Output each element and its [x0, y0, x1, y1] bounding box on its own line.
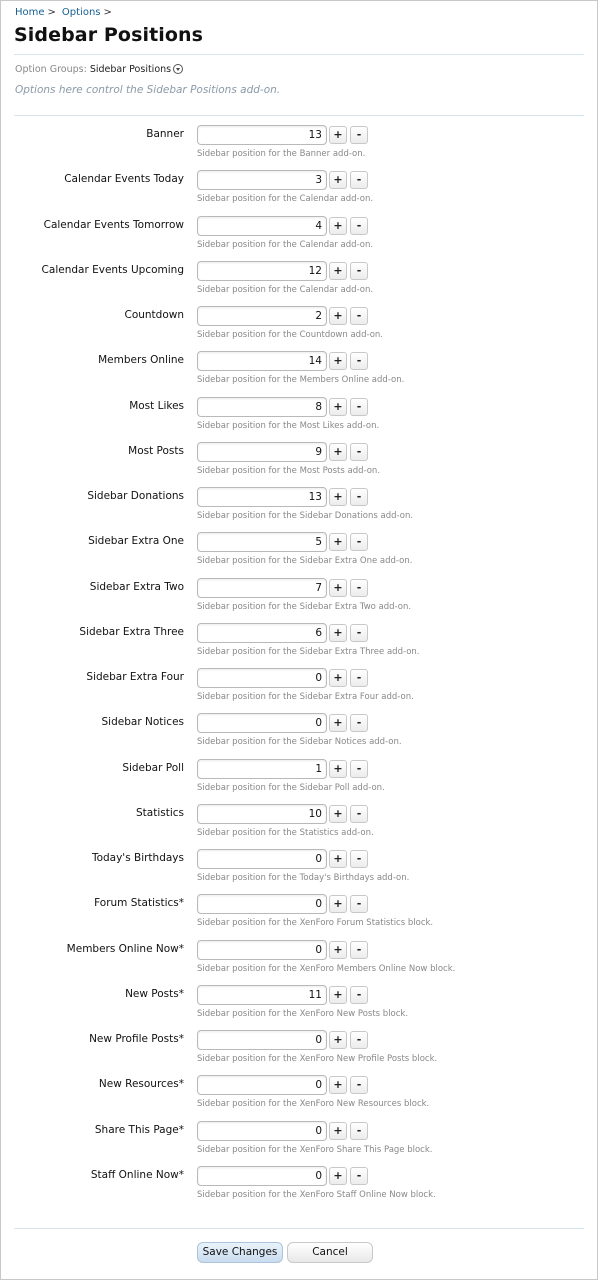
option-label: Share This Page* [94, 1124, 184, 1136]
position-input[interactable]: 14 [197, 351, 327, 371]
decrement-button[interactable]: - [350, 262, 368, 280]
option-hint: Sidebar position for the Sidebar Extra Three add-on. [197, 647, 420, 657]
decrement-button[interactable]: - [350, 760, 368, 778]
option-hint: Sidebar position for the Countdown add-on. [197, 330, 383, 340]
position-input[interactable]: 0 [197, 1121, 327, 1141]
position-input[interactable]: 10 [197, 804, 327, 824]
option-hint: Sidebar position for the Sidebar Extra One add-on. [197, 556, 413, 566]
option-row [0, 804, 598, 849]
option-groups-value[interactable]: Sidebar Positions [89, 64, 172, 75]
increment-button[interactable]: + [329, 1167, 347, 1185]
option-hint: Sidebar position for the XenForo New Profile Posts block. [197, 1054, 438, 1064]
position-input[interactable]: 4 [197, 216, 327, 236]
decrement-button[interactable]: - [350, 307, 368, 325]
increment-button[interactable]: + [329, 352, 347, 370]
position-input[interactable]: 0 [197, 668, 327, 688]
divider [14, 115, 584, 116]
decrement-button[interactable]: - [350, 669, 368, 687]
option-hint: Sidebar position for the Sidebar Poll add-on. [197, 783, 385, 793]
option-hint: Sidebar position for the Sidebar Extra Two add-on. [197, 602, 412, 612]
increment-button[interactable]: + [329, 760, 347, 778]
divider [14, 54, 584, 55]
cancel-button[interactable]: Cancel [287, 1242, 373, 1263]
option-hint: Sidebar position for the Sidebar Notices add-on. [197, 737, 402, 747]
breadcrumb [15, 7, 118, 18]
option-label: Statistics [136, 807, 184, 819]
increment-button[interactable]: + [329, 217, 347, 235]
decrement-button[interactable]: - [350, 579, 368, 597]
option-hint: Sidebar position for the Statistics add-on. [197, 828, 374, 838]
decrement-button[interactable]: - [350, 126, 368, 144]
position-input[interactable]: 5 [197, 532, 327, 552]
increment-button[interactable]: + [329, 488, 347, 506]
option-hint: Sidebar position for the XenForo Members Online Now block. [197, 964, 456, 974]
position-input[interactable]: 0 [197, 1075, 327, 1095]
decrement-button[interactable]: - [350, 1031, 368, 1049]
decrement-button[interactable]: - [350, 171, 368, 189]
position-input[interactable]: 7 [197, 578, 327, 598]
option-label: Sidebar Extra Two [89, 581, 184, 593]
position-input[interactable]: 13 [197, 487, 327, 507]
decrement-button[interactable]: - [350, 805, 368, 823]
decrement-button[interactable]: - [350, 941, 368, 959]
option-label: Today's Birthdays [91, 852, 184, 864]
position-input[interactable]: 3 [197, 170, 327, 190]
option-row [0, 849, 598, 894]
position-input[interactable]: 13 [197, 125, 327, 145]
option-label: Calendar Events Upcoming [41, 264, 184, 276]
increment-button[interactable]: + [329, 1076, 347, 1094]
option-row [0, 668, 598, 713]
increment-button[interactable]: + [329, 850, 347, 868]
option-row [0, 578, 598, 623]
increment-button[interactable]: + [329, 624, 347, 642]
option-row [0, 759, 598, 804]
option-groups-label: Option Groups: [15, 64, 87, 75]
option-row [0, 894, 598, 939]
breadcrumb-separator: > [47, 7, 56, 18]
position-input[interactable]: 0 [197, 940, 327, 960]
increment-button[interactable]: + [329, 986, 347, 1004]
decrement-button[interactable]: - [350, 1122, 368, 1140]
breadcrumb-options-link[interactable]: Options [61, 7, 101, 18]
increment-button[interactable]: + [329, 941, 347, 959]
decrement-button[interactable]: - [350, 850, 368, 868]
option-row [0, 713, 598, 758]
option-label: Members Online [98, 354, 184, 366]
option-label: Most Likes [129, 400, 184, 412]
option-row [0, 261, 598, 306]
increment-button[interactable]: + [329, 398, 347, 416]
position-input[interactable]: 11 [197, 985, 327, 1005]
decrement-button[interactable]: - [350, 217, 368, 235]
option-hint: Sidebar position for the Members Online add-on. [197, 375, 405, 385]
option-label: Calendar Events Today [64, 173, 184, 185]
increment-button[interactable]: + [329, 307, 347, 325]
option-hint: Sidebar position for the Calendar add-on. [197, 194, 374, 204]
option-row [0, 397, 598, 442]
page-description: Options here control the Sidebar Positions add-on. [15, 84, 281, 96]
decrement-button[interactable]: - [350, 443, 368, 461]
option-label: Sidebar Extra Four [86, 671, 184, 683]
option-hint: Sidebar position for the XenForo Share This Page block. [197, 1145, 433, 1155]
option-hint: Sidebar position for the XenForo New Posts block. [197, 1009, 409, 1019]
decrement-button[interactable]: - [350, 398, 368, 416]
position-input[interactable]: 0 [197, 713, 327, 733]
divider [14, 1228, 584, 1229]
option-row [0, 351, 598, 396]
option-label: Members Online Now* [66, 943, 184, 955]
option-row [0, 623, 598, 668]
decrement-button[interactable]: - [350, 624, 368, 642]
option-hint: Sidebar position for the Sidebar Donations add-on. [197, 511, 414, 521]
option-row [0, 940, 598, 985]
option-hint: Sidebar position for the Sidebar Extra Four add-on. [197, 692, 414, 702]
chevron-down-icon[interactable] [173, 64, 183, 74]
increment-button[interactable]: + [329, 171, 347, 189]
option-label: Sidebar Notices [101, 716, 184, 728]
option-row [0, 487, 598, 532]
option-groups [15, 64, 183, 75]
option-label: Countdown [124, 309, 184, 321]
breadcrumb-home-link[interactable]: Home [15, 7, 45, 18]
position-input[interactable]: 0 [197, 849, 327, 869]
increment-button[interactable]: + [329, 126, 347, 144]
increment-button[interactable]: + [329, 262, 347, 280]
option-row [0, 170, 598, 215]
option-label: New Resources* [98, 1078, 184, 1090]
option-row [0, 985, 598, 1030]
option-row [0, 532, 598, 577]
decrement-button[interactable]: - [350, 533, 368, 551]
option-label: Sidebar Extra One [88, 535, 184, 547]
increment-button[interactable]: + [329, 443, 347, 461]
increment-button[interactable]: + [329, 805, 347, 823]
position-input[interactable]: 8 [197, 397, 327, 417]
option-row [0, 1030, 598, 1075]
decrement-button[interactable]: - [350, 714, 368, 732]
position-input[interactable]: 0 [197, 894, 327, 914]
position-input[interactable]: 2 [197, 306, 327, 326]
option-label: Most Posts [128, 445, 184, 457]
breadcrumb-separator: > [103, 7, 112, 18]
option-label: Sidebar Poll [122, 762, 184, 774]
option-label: Staff Online Now* [90, 1169, 184, 1181]
option-hint: Sidebar position for the Most Posts add-on. [197, 466, 381, 476]
increment-button[interactable]: + [329, 895, 347, 913]
option-label: Forum Statistics* [94, 897, 184, 909]
decrement-button[interactable]: - [350, 1167, 368, 1185]
option-hint: Sidebar position for the XenForo Staff Online Now block. [197, 1190, 436, 1200]
option-hint: Sidebar position for the XenForo Forum Statistics block. [197, 918, 434, 928]
decrement-button[interactable]: - [350, 1076, 368, 1094]
decrement-button[interactable]: - [350, 895, 368, 913]
option-hint: Sidebar position for the Banner add-on. [197, 149, 366, 159]
option-row [0, 442, 598, 487]
page-title: Sidebar Positions [14, 24, 204, 46]
position-input[interactable]: 9 [197, 442, 327, 462]
increment-button[interactable]: + [329, 533, 347, 551]
save-changes-button[interactable]: Save Changes [197, 1242, 283, 1263]
position-input[interactable]: 12 [197, 261, 327, 281]
option-row [0, 306, 598, 351]
decrement-button[interactable]: - [350, 986, 368, 1004]
option-row [0, 216, 598, 261]
position-input[interactable]: 6 [197, 623, 327, 643]
option-label: Sidebar Donations [87, 490, 184, 502]
increment-button[interactable]: + [329, 579, 347, 597]
option-hint: Sidebar position for the Today's Birthdays add-on. [197, 873, 410, 883]
option-label: New Profile Posts* [89, 1033, 184, 1045]
decrement-button[interactable]: - [350, 352, 368, 370]
increment-button[interactable]: + [329, 1031, 347, 1049]
option-hint: Sidebar position for the Calendar add-on. [197, 240, 374, 250]
option-row [0, 125, 598, 170]
option-row [0, 1075, 598, 1120]
position-input[interactable]: 0 [197, 1030, 327, 1050]
decrement-button[interactable]: - [350, 488, 368, 506]
option-label: Sidebar Extra Three [79, 626, 184, 638]
increment-button[interactable]: + [329, 714, 347, 732]
option-row [0, 1121, 598, 1166]
increment-button[interactable]: + [329, 1122, 347, 1140]
position-input[interactable]: 1 [197, 759, 327, 779]
option-label: Calendar Events Tomorrow [43, 219, 184, 231]
option-hint: Sidebar position for the Most Likes add-on. [197, 421, 380, 431]
option-label: Banner [146, 128, 184, 140]
option-hint: Sidebar position for the Calendar add-on. [197, 285, 374, 295]
option-row [0, 1166, 598, 1211]
position-input[interactable]: 0 [197, 1166, 327, 1186]
option-hint: Sidebar position for the XenForo New Resources block. [197, 1099, 430, 1109]
option-label: New Posts* [125, 988, 184, 1000]
increment-button[interactable]: + [329, 669, 347, 687]
